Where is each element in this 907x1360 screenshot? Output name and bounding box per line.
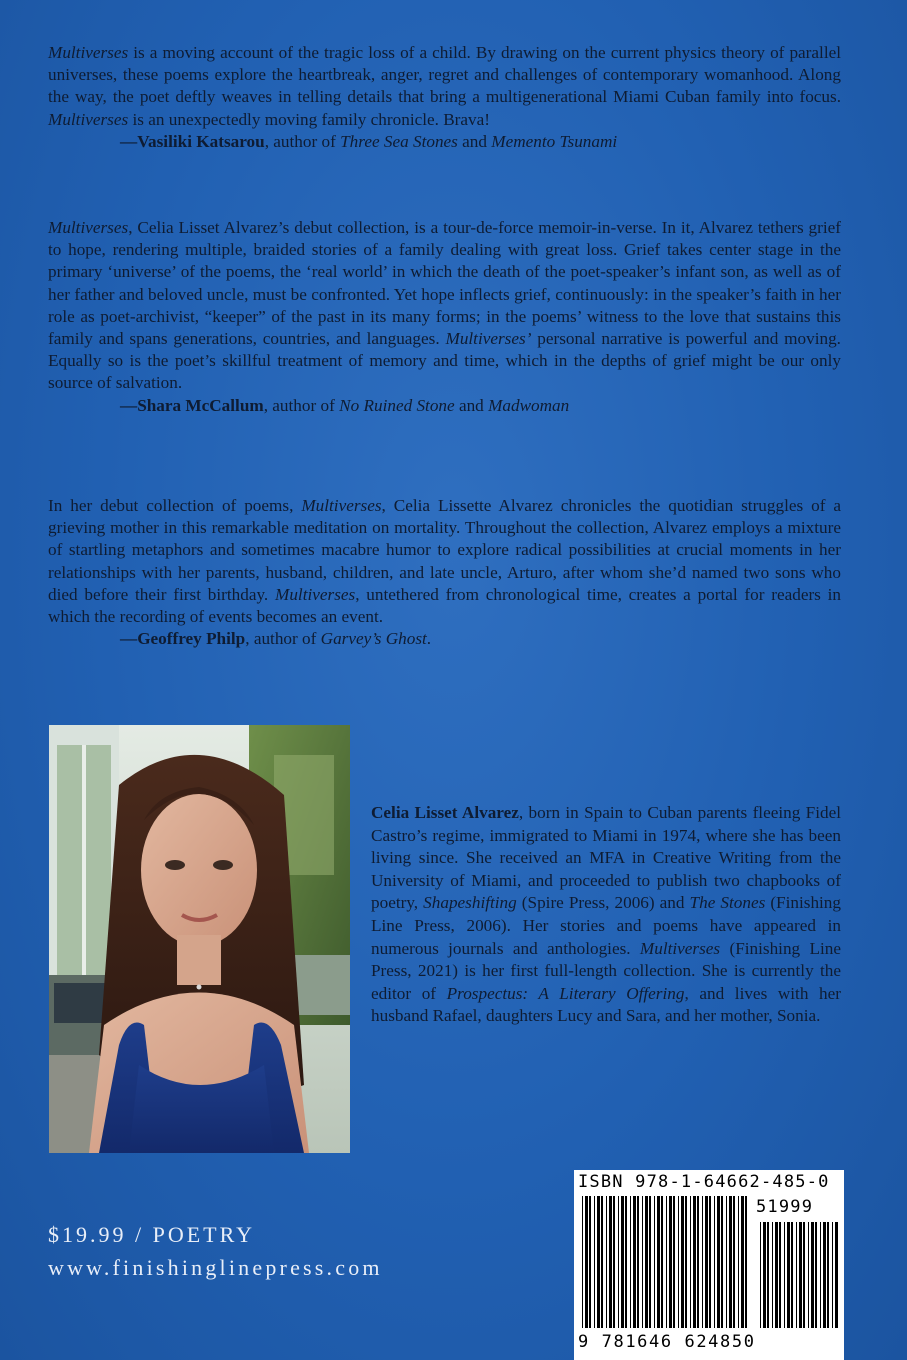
book-title: Multiverses <box>48 218 129 237</box>
attribution-text: . <box>426 629 432 649</box>
attribution-text: , author of <box>264 131 341 151</box>
barcode-bar <box>721 1196 723 1328</box>
blurb-body: , untethered from chronological time, creates a portal for readers in which the recording of events becomes an event. <box>48 584 842 627</box>
isbn-label: ISBN 978-1-64662-485-0 <box>578 1172 830 1192</box>
barcode-bar <box>601 1196 603 1328</box>
barcode-bar <box>811 1222 814 1328</box>
dash: — <box>120 131 138 151</box>
author-portrait-image <box>49 725 350 1153</box>
barcode-bar <box>693 1196 696 1328</box>
reviewer-book: Memento Tsunami <box>491 131 618 151</box>
barcode-bar <box>702 1196 703 1328</box>
blurb-attribution <box>48 131 841 153</box>
barcode-bar <box>654 1196 655 1328</box>
barcode-bar <box>791 1222 793 1328</box>
dash: — <box>120 629 138 649</box>
barcode-bar <box>621 1196 624 1328</box>
blurb-text <box>48 495 841 628</box>
barcode-bar <box>815 1222 817 1328</box>
barcode-bar <box>808 1222 809 1328</box>
dash: — <box>120 395 138 415</box>
attribution-text: and <box>454 395 489 415</box>
bio-book-title: The Stones <box>689 893 766 913</box>
barcode-bar <box>633 1196 636 1328</box>
book-title: Multiverses <box>275 584 356 604</box>
barcode-bar <box>582 1196 583 1328</box>
barcode-bar <box>760 1222 761 1328</box>
blurb-body: In her debut collection of poems, <box>48 496 302 515</box>
barcode-bar <box>681 1196 684 1328</box>
book-title: Multiverses <box>48 109 129 129</box>
ean-digits: 9 781646 624850 <box>578 1332 756 1352</box>
barcode-bar <box>625 1196 627 1328</box>
bio-book-title: Shapeshifting <box>423 893 517 913</box>
blurb-body: personal narrative is powerful and moving. Equally so is the poet’s skillful treatment of memory and time, which in the depths of grief might be our only source of salvation. <box>48 329 841 393</box>
barcode-bar <box>709 1196 711 1328</box>
barcode-bar <box>606 1196 607 1328</box>
barcode-bar <box>820 1222 821 1328</box>
bio-text: (Spire Press, 2006) and <box>516 893 690 913</box>
blurb-body: is a moving account of the tragic loss of a child. By drawing on the current physics theory of parallel universes, these poems explore the heartbreak, anger, regret and challenges of contemporary womanhood. Along the way, the poet deftly weaves in telling details that bring a multigenerational Miami Cuban family into focus. <box>48 43 841 107</box>
blurb-philp <box>48 495 841 650</box>
barcode-bar <box>673 1196 675 1328</box>
price-code-label: 51999 <box>756 1197 814 1217</box>
barcode-bar <box>745 1196 747 1328</box>
publisher-website: www.finishinglinepress.com <box>48 1255 383 1280</box>
barcode-bar <box>714 1196 715 1328</box>
reviewer-name: Vasiliki Katsarou <box>137 131 265 151</box>
barcode-bar <box>738 1196 739 1328</box>
blurb-mccallum <box>48 217 841 417</box>
reviewer-book: No Ruined Stone <box>339 395 455 415</box>
barcode-bar <box>589 1196 591 1328</box>
barcode-bar <box>787 1222 790 1328</box>
barcode-bar <box>613 1196 615 1328</box>
bio-text: (Finishing Line Press, 2006). Her stories and poems have appeared in numerous journals and anthologies. <box>371 893 841 958</box>
barcode-bar <box>796 1222 797 1328</box>
reviewer-book: Garvey’s Ghost <box>320 629 427 649</box>
attribution-text: , author of <box>263 395 340 415</box>
barcode-bar <box>803 1222 805 1328</box>
isbn-barcode <box>574 1170 844 1360</box>
barcode-bar <box>799 1222 802 1328</box>
barcode-bar <box>669 1196 672 1328</box>
barcode-bar <box>763 1222 766 1328</box>
barcode-bar <box>657 1196 660 1328</box>
barcode-bar <box>823 1222 826 1328</box>
bio-book-title: Multiverses <box>639 938 721 958</box>
barcode-bar <box>618 1196 619 1328</box>
bio-text: , born in Spain to Cuban parents fleeing Fidel Castro’s regime, immigrated to Miami in 1974, where she has been living since. She received an MFA in Creative Writing from the University of Miami, and proceeded to publish two chapbooks of poetry, <box>371 803 841 913</box>
barcode-bar <box>726 1196 727 1328</box>
blurb-body: , Celia Lisset Alvarez’s debut collection, is a tour-de-force memoir-in-verse. In it, Alvarez tethers grief to hope, rendering multiple, braided stories of a family dealing with great loss. Grief takes center stage in the primary ‘universe’ of the poems, the ‘real world’ in which the death of the poet-speaker’s infant son, as well as of her father and beloved uncle, must be confronted. Yet hope inflects grief, continuously: in the speaker’s faith in her role as poet-archivist, “keeper” of the past in its many forms; in the poems’ witness to the love that sustains this family and spans generations, countries, and languages. <box>48 218 841 349</box>
barcode-bar <box>705 1196 708 1328</box>
book-title: Multiverses <box>48 43 129 62</box>
author-bio <box>371 802 841 1028</box>
blurb-body: , Celia Lissette Alvarez chronicles the quotidian struggles of a grieving mother in this remarkable meditation on mortality. Throughout the collection, Alvarez employs a mixture of startling metaphors and sometimes macabre humor to explore radical possibilities at crucial moments in her relationships with her parents, husband, children, and late uncle, Arturo, after whom she’d named two sons who died before their first birthday. <box>48 496 841 604</box>
author-photo <box>49 725 350 1153</box>
reviewer-book: Three Sea Stones <box>340 131 458 151</box>
barcode-bar <box>637 1196 639 1328</box>
blurb-attribution <box>48 395 841 417</box>
barcode-bar <box>733 1196 735 1328</box>
barcode-bar <box>630 1196 631 1328</box>
bio-book-title: Prospectus: A Literary Offering <box>446 983 685 1003</box>
barcode-bar <box>585 1196 588 1328</box>
barcode-bar <box>597 1196 600 1328</box>
reviewer-book: Madwoman <box>488 395 570 415</box>
barcode-bar <box>685 1196 687 1328</box>
blurb-text <box>48 42 841 131</box>
reviewer-name: Geoffrey Philp <box>137 629 246 649</box>
book-title: Multiverses’ <box>445 329 532 349</box>
barcode-bar <box>717 1196 720 1328</box>
barcode-bar <box>661 1196 663 1328</box>
barcode-bar <box>772 1222 773 1328</box>
barcode-bar <box>666 1196 667 1328</box>
barcode-bar <box>609 1196 612 1328</box>
barcode-bar <box>832 1222 833 1328</box>
barcode-bar <box>649 1196 651 1328</box>
barcode-bar <box>729 1196 732 1328</box>
author-name: Celia Lisset Alvarez <box>371 803 519 822</box>
barcode-bar <box>775 1222 778 1328</box>
barcode-bar <box>767 1222 769 1328</box>
reviewer-name: Shara McCallum <box>137 395 264 415</box>
book-title: Multiverses <box>301 496 382 515</box>
barcode-bar <box>741 1196 744 1328</box>
barcode-bar <box>779 1222 781 1328</box>
barcode-bar <box>678 1196 679 1328</box>
blurb-katsarou <box>48 42 841 153</box>
price-category: $19.99 / POETRY <box>48 1222 255 1247</box>
barcode-bar <box>784 1222 785 1328</box>
blurb-body: is an unexpectedly moving family chronicle. Brava! <box>128 109 490 129</box>
barcode-bar <box>697 1196 699 1328</box>
barcode-bar <box>835 1222 838 1328</box>
barcode-bar <box>690 1196 691 1328</box>
barcode-bar <box>827 1222 829 1328</box>
attribution-text: , author of <box>245 629 321 649</box>
barcode-bar <box>642 1196 643 1328</box>
bio-text: , and lives with her husband Rafael, daughters Lucy and Sara, and her mother, Sonia. <box>371 983 841 1026</box>
barcode-bar <box>594 1196 595 1328</box>
attribution-text: and <box>457 131 492 151</box>
barcode-bar <box>645 1196 648 1328</box>
blurb-attribution <box>48 628 841 650</box>
bio-text: (Finishing Line Press, 2021) is her first full-length collection. She is currently the editor of <box>371 938 841 1003</box>
blurb-text <box>48 217 841 395</box>
